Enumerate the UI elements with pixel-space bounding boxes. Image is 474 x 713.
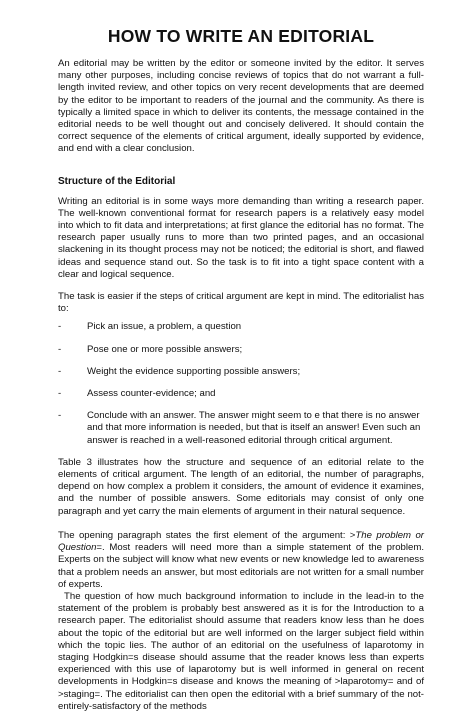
table-paragraph: Table 3 illustrates how the structure and sequence of an editorial relate to the elements of critical argument. The length of an editorial, the number of paragraphs, depend on how complex a problem it considers, the amount of evidence it examines, and the number of possible answers. Some editorials may consist of only one paragraph and yet carry the main elements of argument in their natural sequence. xyxy=(58,456,424,517)
list-item xyxy=(58,410,424,447)
list-dash: - xyxy=(58,365,62,377)
opening-italic: The problem or Question xyxy=(58,529,424,554)
list-item xyxy=(58,388,424,400)
list-item-text: Pose one or more possible answers; xyxy=(87,343,243,355)
opening-second: The question of how much background information to include in the lead-in to the statement of the problem is probably best answered as it is for the Introduction to a research paper. The editorialist should assume that readers know less than he does about the topic of the editorial but are well informed on the larger subject field within which the topic lies. The author of an editorial on the usefulness of laparotomy in staging Hodgkin=s disease should assume that the reader knows less than experts experienced with this use of laparotomy but is well informed in general on recent developments in Hodgkin=s disease and knows the meaning of >laparotomy= and of >staging=. The editorialist can then open the editorial with a brief summary of the not-entirely-satisfactory of the methods xyxy=(58,590,424,712)
steps-list xyxy=(58,321,424,446)
opening-paragraph xyxy=(58,530,424,713)
opening-lead: The opening paragraph states the first element of the argument: > xyxy=(58,529,356,541)
list-dash: - xyxy=(58,388,62,400)
structure-paragraph: Writing an editorial is in some ways more demanding than writing a research paper. The well-known conventional format for research papers is a relatively easy model into which to fit data and interpretations; at first glance the editorial has no format. The research paper usually runs to more than two printed pages, and an occasional slackening in its thought process may not be noticed; the editorial is short, and flawed ideas and sequence stand out. So the task is to fit into a tight space content with a clear and logical sequence. xyxy=(58,195,424,280)
list-item-text: Weight the evidence supporting possible answers; xyxy=(87,365,301,377)
list-dash: - xyxy=(58,321,62,333)
task-paragraph: The task is easier if the steps of critical argument are kept in mind. The editorialist has to: xyxy=(58,291,424,315)
section-heading: Structure of the Editorial xyxy=(58,175,176,187)
intro-paragraph: An editorial may be written by the editor or someone invited by the editor. It serves many other purposes, including concise reviews of topics that do not warrant a full-length invited review, and other topics on very recent developments that are deemed by the editor to be important to readers of the journal and the community. As there is typically a limited space in which to deliver its contents, the message contained in the editorial needs to be well thought out and concisely delivered. It should contain the correct sequence of the elements of critical argument, ideally supported by evidence, and end with a clear conclusion. xyxy=(58,58,424,155)
list-item-text: Pick an issue, a problem, a question xyxy=(87,321,242,333)
list-item xyxy=(58,344,424,356)
list-item xyxy=(58,366,424,378)
list-dash: - xyxy=(58,343,62,355)
list-dash: - xyxy=(58,410,62,422)
list-item-text: Assess counter-evidence; and xyxy=(87,388,216,400)
opening-rest: =. Most readers will need more than a simple statement of the problem. Experts on the subject will know what new events or new knowledge led to awareness that a problem needs an answer, but most editorials are not written for a small number of experts. xyxy=(58,542,424,590)
list-item xyxy=(58,321,424,333)
document-title: HOW TO WRITE AN EDITORIAL xyxy=(107,26,375,46)
list-item-text: Conclude with an answer. The answer might seem to e that there is no answer and that more information is needed, but that is itself an answer! Even such an answer is reached in a well-reasoned editorial through critical argument. xyxy=(87,410,421,446)
